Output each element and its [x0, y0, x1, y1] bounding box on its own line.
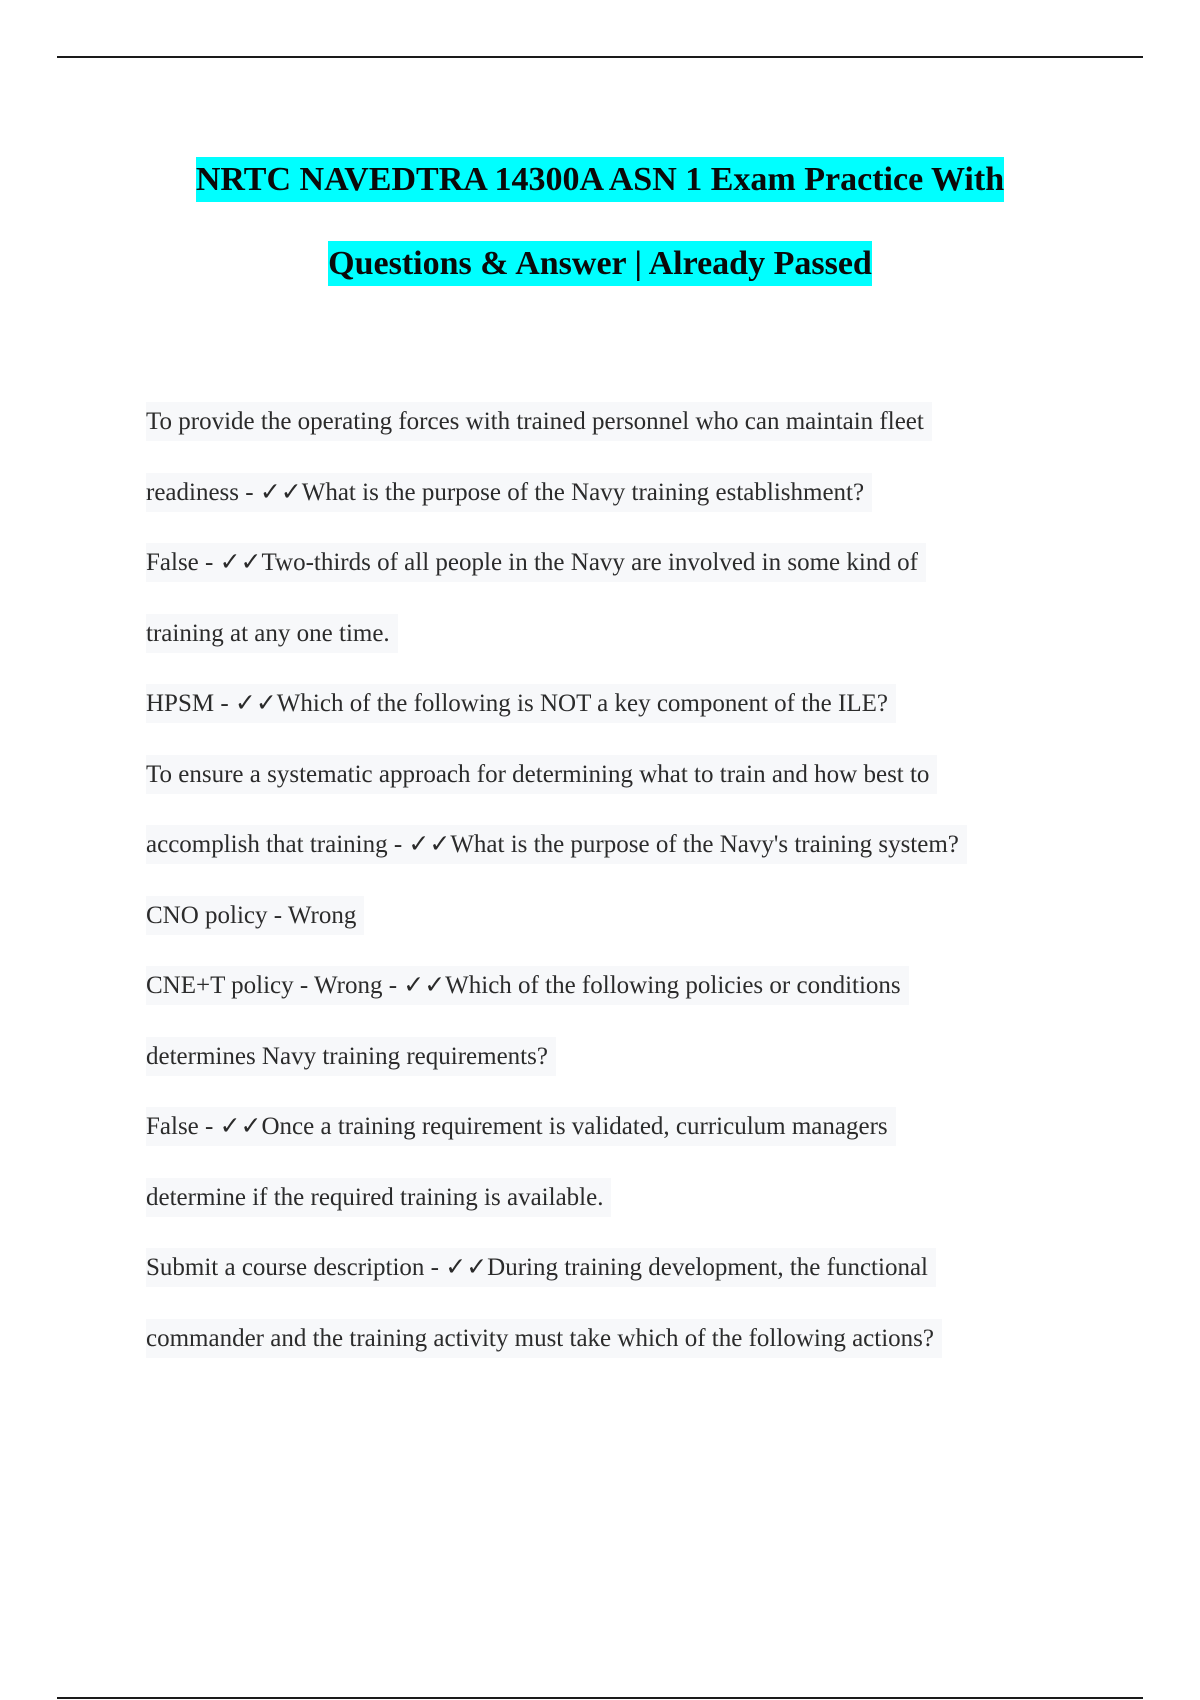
body-line-text: False - ✓✓Two-thirds of all people in the Navy are involved in some kind of: [146, 543, 926, 582]
body-line-text: False - ✓✓Once a training requirement is validated, curriculum managers: [146, 1107, 896, 1146]
body-line: [146, 400, 1106, 471]
footer-rule: [57, 1697, 1143, 1699]
body-line: [146, 1105, 1106, 1176]
body-line-text: accomplish that training - ✓✓What is the purpose of the Navy's training system?: [146, 825, 967, 864]
title-line-2: [0, 222, 1200, 306]
body-line: [146, 682, 1106, 753]
body-line: [146, 823, 1106, 894]
body-line: [146, 1317, 1106, 1388]
body-line-text: commander and the training activity must take which of the following actions?: [146, 1319, 942, 1358]
body-line-text: CNO policy - Wrong: [146, 896, 364, 935]
body-line-text: training at any one time.: [146, 614, 398, 653]
body-line: [146, 894, 1106, 965]
body-line-text: Submit a course description - ✓✓During training development, the functional: [146, 1248, 936, 1287]
body-line-text: readiness - ✓✓What is the purpose of the Navy training establishment?: [146, 473, 872, 512]
body-line: [146, 964, 1106, 1035]
body-line: [146, 1035, 1106, 1106]
body-line: [146, 1246, 1106, 1317]
title-line-1: [0, 138, 1200, 222]
body-line-text: CNE+T policy - Wrong - ✓✓Which of the following policies or conditions: [146, 966, 909, 1005]
document-body: [146, 400, 1106, 1387]
body-line-text: determines Navy training requirements?: [146, 1037, 556, 1076]
body-line: [146, 541, 1106, 612]
document-title: [0, 138, 1200, 306]
body-line: [146, 471, 1106, 542]
body-line-text: determine if the required training is available.: [146, 1178, 611, 1217]
header-rule: [57, 56, 1143, 58]
body-line-text: To ensure a systematic approach for determining what to train and how best to: [146, 755, 937, 794]
body-line: [146, 753, 1106, 824]
title-text-1: NRTC NAVEDTRA 14300A ASN 1 Exam Practice With: [196, 157, 1004, 202]
body-line-text: HPSM - ✓✓Which of the following is NOT a key component of the ILE?: [146, 684, 896, 723]
body-line-text: To provide the operating forces with trained personnel who can maintain fleet: [146, 402, 932, 441]
title-text-2: Questions & Answer | Already Passed: [328, 241, 872, 286]
body-line: [146, 1176, 1106, 1247]
body-line: [146, 612, 1106, 683]
